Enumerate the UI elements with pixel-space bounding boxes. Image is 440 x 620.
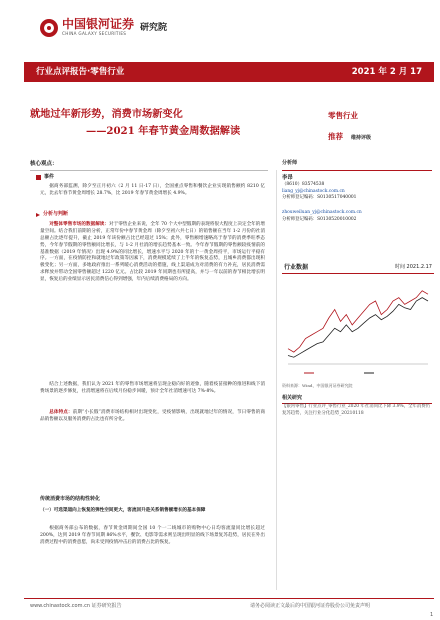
assistant-email[interactable]: zhouweiluan_yj@chinastock.com.cn — [282, 209, 362, 215]
summary-divider — [30, 170, 268, 171]
footer-right: 请务必阅读正文最后的中国银河证券股份公司免责声明 — [250, 603, 371, 609]
p1-text: 对于零售企业来说，全年 70 个大中型假期的表现将很大程度上决定全年的增量空间。结合我们前期的分析，正常年份中春节黄金周（除夕至初六共七日）的销售额在当年 1-2 月份的社消总额占比逐年提升，截止 2019 年该份额占比已经超过 15%；此外，零售额增速略高于春节的消费季旺季态势，今年春节假期的零售额同比增长，与 1-2 月社消的增长趋势基本一致。今年春节假期的零售额较疫情前的基准数据（2019 年情况）出现 4.9%的同比增长，增速水平与 2020 年的十一黄金周持平，市场运行平稳有序。一方面，在疫情防控和就地过年政策等因素下，消费规模延续了上半年的恢复态势，且城乡消费都出现积极变化；另一方面，多地政府推出一系列暖心消费活动的措施，线上渠道成为对消费的有力补充，居民消费需求释放并带动全国零售额超过 1220 亿元。占比较 2019 年同期也有所提高，并与一年以前的春节相比增长明显，恢复后的业绩显示居民消费信心得到增强，年内后续消费格局的方向。 — [40, 222, 265, 283]
subsection-1-body — [30, 526, 265, 549]
logo-text — [62, 18, 134, 37]
square-bullet-icon — [36, 175, 41, 180]
industry-chart — [284, 278, 432, 378]
chart-header — [282, 262, 434, 274]
rating-value: 维持评级 — [351, 135, 372, 141]
footer-left: www.chinastock.com.cn 证券研究报告 — [30, 603, 122, 609]
column-divider — [276, 170, 277, 590]
analysis-heading — [36, 211, 68, 219]
analyst-name: 李昂 — [282, 175, 293, 181]
related-text[interactable]: 【银河零售】行业点评_零售行业_2020 年社消同比下降 3.9%，全年消费仍复苏趋势，关注行业分化趋势_20210118 — [282, 404, 431, 416]
subsection-1-heading: （一）可选渠道向上恢复的弹性空间更大，客流回升是关系销售额增长的基本保障 — [40, 508, 206, 513]
rating-label: 推荐 — [328, 132, 343, 141]
org-name-en: CHINA GALAXY SECURITIES — [62, 31, 127, 37]
analyst-block — [282, 170, 432, 223]
analyst-cert: 分析师登记编码：S0130517040001 — [282, 195, 357, 201]
event-text: 据商务部监测，除夕至正月初六（2 月 11 日-17 日），全国重点零售和餐饮企业实现销售额约 8210 亿元，比去年春节黄金周增长 28.7%，比 2019 年春节黄金周增长 4.9%。 — [40, 184, 265, 196]
event-body — [30, 184, 265, 200]
chart-series-line-1 — [288, 291, 428, 352]
report-date: 2021 年 2 月 17 — [351, 66, 422, 77]
title-line-2: ——2021 年春节黄金周数据解读 — [86, 125, 241, 138]
analyst-email[interactable]: liang_yj@chinastock.com.cn — [282, 188, 345, 194]
analysis-body-2 — [30, 382, 265, 398]
analysis-body-3 — [30, 410, 265, 426]
galaxy-logo-icon — [40, 19, 58, 37]
event-label: 事件 — [44, 174, 55, 180]
page-number: 1 — [430, 612, 434, 618]
analysis-p2: 结合上述数据，我们认为 2021 年的零售市场增速将呈现企稳向好的迹象，随着疫苗接种的推进和线下消费场景的逐步修复，社消增速将在后续月份稳步回暖，预计全年社消增速可达 7%-8%。 — [40, 382, 265, 394]
analyst-label: 分析师 — [282, 160, 298, 166]
related-title: 相关研究 — [282, 395, 432, 404]
title-line-1: 就地过年新形势，消费市场新变化 — [30, 108, 183, 120]
industry-label: 零售行业 — [328, 111, 358, 120]
rating — [328, 131, 371, 143]
report-type: 行业点评报告·零售行业 — [36, 66, 125, 77]
subsection-heading: 传统消费市场的结构性转化 — [40, 496, 101, 502]
p3-text: 前期“小长假”消费市场结构相对出现变化，受疫情影响，出现就地过年的情况，节日零售的商品销售额以及服务消费的占比也有所分化。 — [40, 410, 265, 422]
analysis-p5: 根据商务部公布的数据，春节黄金周期间全国 10 个一二线城市的购物中心日均客流量同比增长超过 200%，达到 2019 年春节同期 86%水平，餐饮、电影等需求则呈现出明显的线下场景复苏趋势，居民在外出消费过程中的消费意愿，尚未受到疫情冲击后的消费占比的恢复。 — [40, 526, 265, 545]
report-logo — [40, 18, 167, 37]
analysis-p1 — [40, 222, 265, 284]
footer-line — [24, 598, 434, 599]
analysis-label: 分析与判断 — [43, 211, 69, 217]
p1-lead: 对整体零售市场的数据解读： — [49, 222, 109, 227]
summary-title: 核心观点： — [30, 161, 58, 167]
chart-header-right: 时间 2021.2.17 — [394, 263, 432, 270]
analysis-body — [30, 222, 265, 286]
org-name-cn: 中国银河证券 — [62, 17, 135, 31]
chart-series-line-2 — [288, 298, 428, 358]
arrow-bullet-icon — [36, 213, 40, 217]
analysis-p3 — [40, 410, 265, 424]
institute-label: 研究院 — [140, 23, 168, 33]
assistant-cert: 分析师登记编码：S0130520010002 — [282, 216, 357, 222]
event-heading — [36, 174, 54, 182]
report-banner — [24, 62, 434, 82]
chart-source: 资料来源：Wind，中国银河证券研究院 — [282, 383, 353, 388]
report-title — [30, 106, 240, 141]
chart-header-left: 行业数据 — [284, 264, 309, 271]
p3-lead: 总体特点： — [49, 410, 73, 415]
analyst-tel: （8610）83574538 — [282, 182, 325, 188]
